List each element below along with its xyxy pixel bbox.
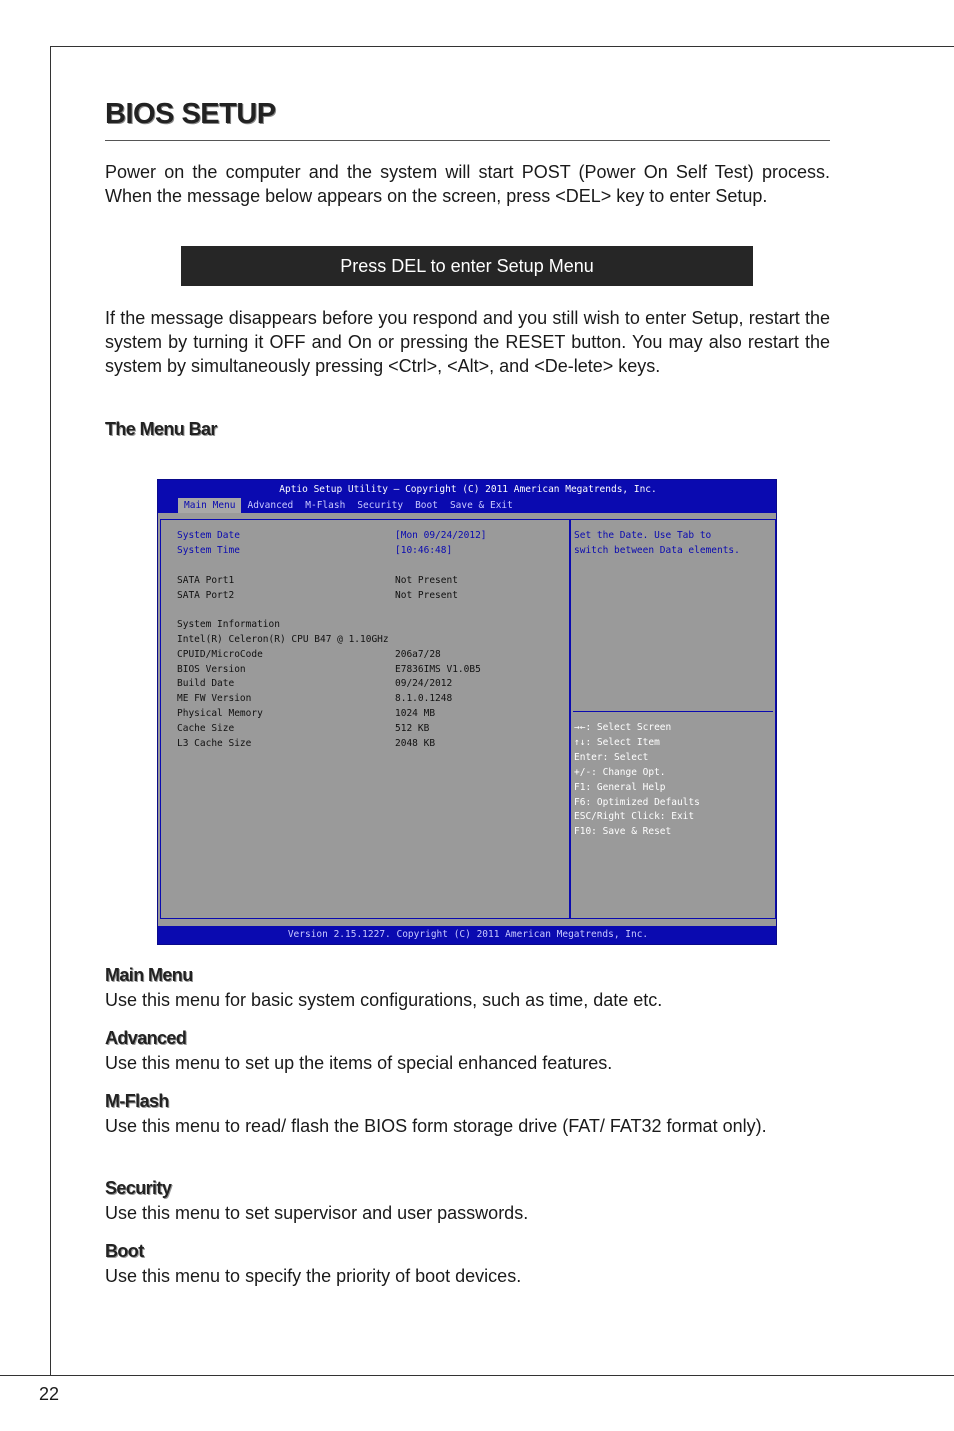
bios-key-hint: F10: Save & Reset (574, 826, 672, 837)
bios-tab-boot[interactable]: Boot (415, 500, 438, 511)
title-divider (105, 140, 830, 141)
bios-help-divider (573, 711, 773, 712)
bios-tab-m-flash[interactable]: M-Flash (305, 500, 346, 511)
bios-row-label[interactable]: System Time (177, 545, 240, 556)
del-prompt-callout (181, 246, 753, 286)
bios-help-text: switch between Data elements. (574, 545, 740, 556)
bios-row-value: E7836IMS V1.0B5 (395, 664, 481, 675)
intro-paragraph: Power on the computer and the system will start POST (Power On Self Test) process. When the message below appears on the screen, press <DEL> key to enter Setup. (105, 162, 830, 206)
bios-key-hint: ↑↓: Select Item (574, 737, 660, 748)
bios-key-hint: →←: Select Screen (574, 722, 672, 733)
menubar-heading: The Menu Bar (105, 419, 217, 439)
page-frame-top (50, 46, 954, 47)
page-number: 22 (39, 1384, 60, 1404)
bios-key-hint: +/-: Change Opt. (574, 767, 666, 778)
bios-title-bar: Aptio Setup Utility – Copyright (C) 2011 American Megatrends, Inc. (158, 480, 777, 498)
bios-row-value: 8.1.0.1248 (395, 693, 453, 704)
bios-row-value[interactable]: [10:46:48] (395, 545, 453, 556)
bios-row-label: SATA Port1 (177, 575, 235, 586)
bios-row-value: 512 KB (395, 723, 430, 734)
bios-screenshot (157, 479, 777, 945)
bios-row-label: L3 Cache Size (177, 738, 252, 749)
page-title: BIOS SETUP (105, 98, 276, 130)
menu-desc-security: Use this menu to set supervisor and user passwords. (105, 1203, 529, 1223)
bios-row-label[interactable]: System Date (177, 530, 240, 541)
page-frame-bottom (0, 1375, 954, 1376)
bios-tab-security[interactable]: Security (357, 500, 404, 511)
bios-row-value: Not Present (395, 575, 458, 586)
bios-row-label: ME FW Version (177, 693, 252, 704)
bios-row-value[interactable]: [Mon 09/24/2012] (395, 530, 487, 541)
bios-row-label: Cache Size (177, 723, 235, 734)
bios-row-label: SATA Port2 (177, 590, 235, 601)
bios-tab-advanced[interactable]: Advanced (247, 500, 294, 511)
bios-row-label: System Information (177, 619, 280, 630)
page-frame-left (50, 46, 51, 1376)
restart-paragraph: If the message disappears before you respond and you still wish to enter Setup, restart the system by turning it OFF and On or pressing the RESET button. You may also restart the system by simultaneously pressing <Ctrl>, <Alt>, and <De-lete> keys. (105, 308, 830, 376)
callout-text: Press DEL to enter Setup Menu (340, 255, 594, 276)
bios-key-hint: Enter: Select (574, 752, 649, 763)
bios-row-value: 206a7/28 (395, 649, 441, 660)
bios-row-label: BIOS Version (177, 664, 246, 675)
bios-key-hint: F1: General Help (574, 782, 666, 793)
menu-heading-main: Main Menu (105, 965, 193, 985)
bios-main-panel (160, 519, 570, 919)
bios-row-label: CPUID/MicroCode (177, 649, 263, 660)
menu-desc-m-flash: Use this menu to read/ flash the BIOS form storage drive (FAT/ FAT32 format only). (105, 1116, 767, 1136)
bios-tab-save-exit[interactable]: Save & Exit (449, 500, 513, 511)
bios-tab-main-menu[interactable]: Main Menu (178, 498, 241, 513)
bios-key-hint: F6: Optimized Defaults (574, 797, 700, 808)
bios-key-hint: ESC/Right Click: Exit (574, 811, 695, 822)
bios-row-label: Build Date (177, 678, 235, 689)
bios-row-value: 2048 KB (395, 738, 436, 749)
bios-tab-bar (158, 498, 777, 513)
menu-desc-main: Use this menu for basic system configurations, such as time, date etc. (105, 990, 663, 1010)
bios-row-value: Not Present (395, 590, 458, 601)
menu-heading-boot: Boot (105, 1241, 144, 1261)
bios-row-label: Intel(R) Celeron(R) CPU B47 @ 1.10GHz (177, 634, 389, 645)
menu-desc-boot: Use this menu to specify the priority of boot devices. (105, 1266, 522, 1286)
bios-row-value: 09/24/2012 (395, 678, 453, 689)
menu-desc-advanced: Use this menu to set up the items of special enhanced features. (105, 1053, 613, 1073)
menu-heading-m-flash: M-Flash (105, 1091, 169, 1111)
bios-help-text: Set the Date. Use Tab to (574, 530, 712, 541)
menu-heading-advanced: Advanced (105, 1028, 187, 1048)
menu-heading-security: Security (105, 1178, 172, 1198)
bios-help-panel (570, 519, 776, 919)
bios-footer-bar: Version 2.15.1227. Copyright (C) 2011 American Megatrends, Inc. (158, 926, 777, 945)
bios-row-value: 1024 MB (395, 708, 436, 719)
bios-row-label: Physical Memory (177, 708, 263, 719)
